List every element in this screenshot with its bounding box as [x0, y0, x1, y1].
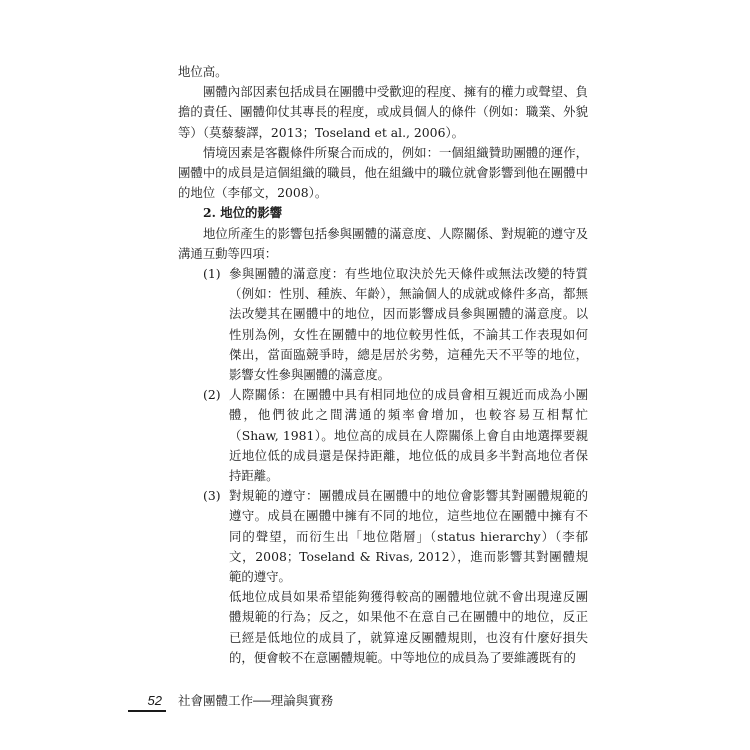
paragraph-intro: 地位所產生的影響包括參與團體的滿意度、人際關係、對規範的遵守及溝通互動等四項：: [178, 225, 588, 261]
page-number-rule: [128, 710, 166, 712]
list-item-text: 對規範的遵守：團體成員在團體中的地位會影響其對團體規範的遵守。成員在團體中擁有不同的地位，這些地位在團體中擁有不同的聲望，而衍生出「地位階層」（status hierarchy）（李郁文，2008；Toseland & Rivas, 2012），進而影響其對團體規範的遵守。: [229, 488, 588, 585]
list-item-text: 人際關係：在團體中具有相同地位的成員會相互親近而成為小團體，他們彼此之間溝通的頻率會增加，也較容易互相幫忙（Shaw, 1981）。地位高的成員在人際關係上會自由地選擇要親近地位低的成員還是保持距離，地位低的成員多半對高地位者保持距離。: [229, 387, 588, 484]
effects-list: [178, 264, 588, 668]
list-item: [178, 486, 588, 587]
paragraph-internal-factors: 團體內部因素包括成員在團體中受歡迎的程度、擁有的權力或聲望、負擔的責任、團體仰仗其專長的程度，或成員個人的條件（例如：職業、外貌等）（莫藜藜譯，2013；Toseland et al., 2006）。: [178, 84, 588, 140]
list-item-label: (3): [203, 488, 221, 504]
continuation-line: 地位高。: [178, 64, 228, 79]
section-heading: 2. 地位的影響: [203, 205, 283, 221]
list-item: [178, 385, 588, 486]
running-title: 社會團體工作──理論與實務: [178, 694, 334, 708]
list-item-text: 參與團體的滿意度：有些地位取決於先天條件或無法改變的特質（例如：性別、種族、年齡），無論個人的成就或條件多高，都無法改變其在團體中的地位，因而影響成員參與團體的滿意度。以性別為例，女性在團體中的地位較男性低，不論其工作表現如何傑出，當面臨競爭時，總是居於劣勢，這種先天不平等的地位，影響女性參與團體的滿意度。: [229, 266, 588, 383]
list-item: [178, 264, 588, 385]
page-footer: [128, 691, 588, 711]
list-item-label: (2): [203, 387, 221, 403]
list-item-continuation: 低地位成員如果希望能夠獲得較高的團體地位就不會出現違反團體規範的行為；反之，如果他不在意自己在團體中的地位，反正已經是低地位的成員了，就算違反團體規則，也沒有什麼好損失的，便會較不在意團體規範。中等地位的成員為了要維護既有的: [229, 589, 588, 665]
list-item-label: (1): [203, 266, 221, 282]
page-number: 52: [147, 693, 162, 708]
body-text: [178, 62, 588, 668]
paragraph-situational-factors: 情境因素是客觀條件所聚合而成的，例如：一個組織贊助團體的運作，團體中的成員是這個組織的職員，他在組織中的職位就會影響到他在團體中的地位（李郁文，2008）。: [178, 144, 588, 201]
